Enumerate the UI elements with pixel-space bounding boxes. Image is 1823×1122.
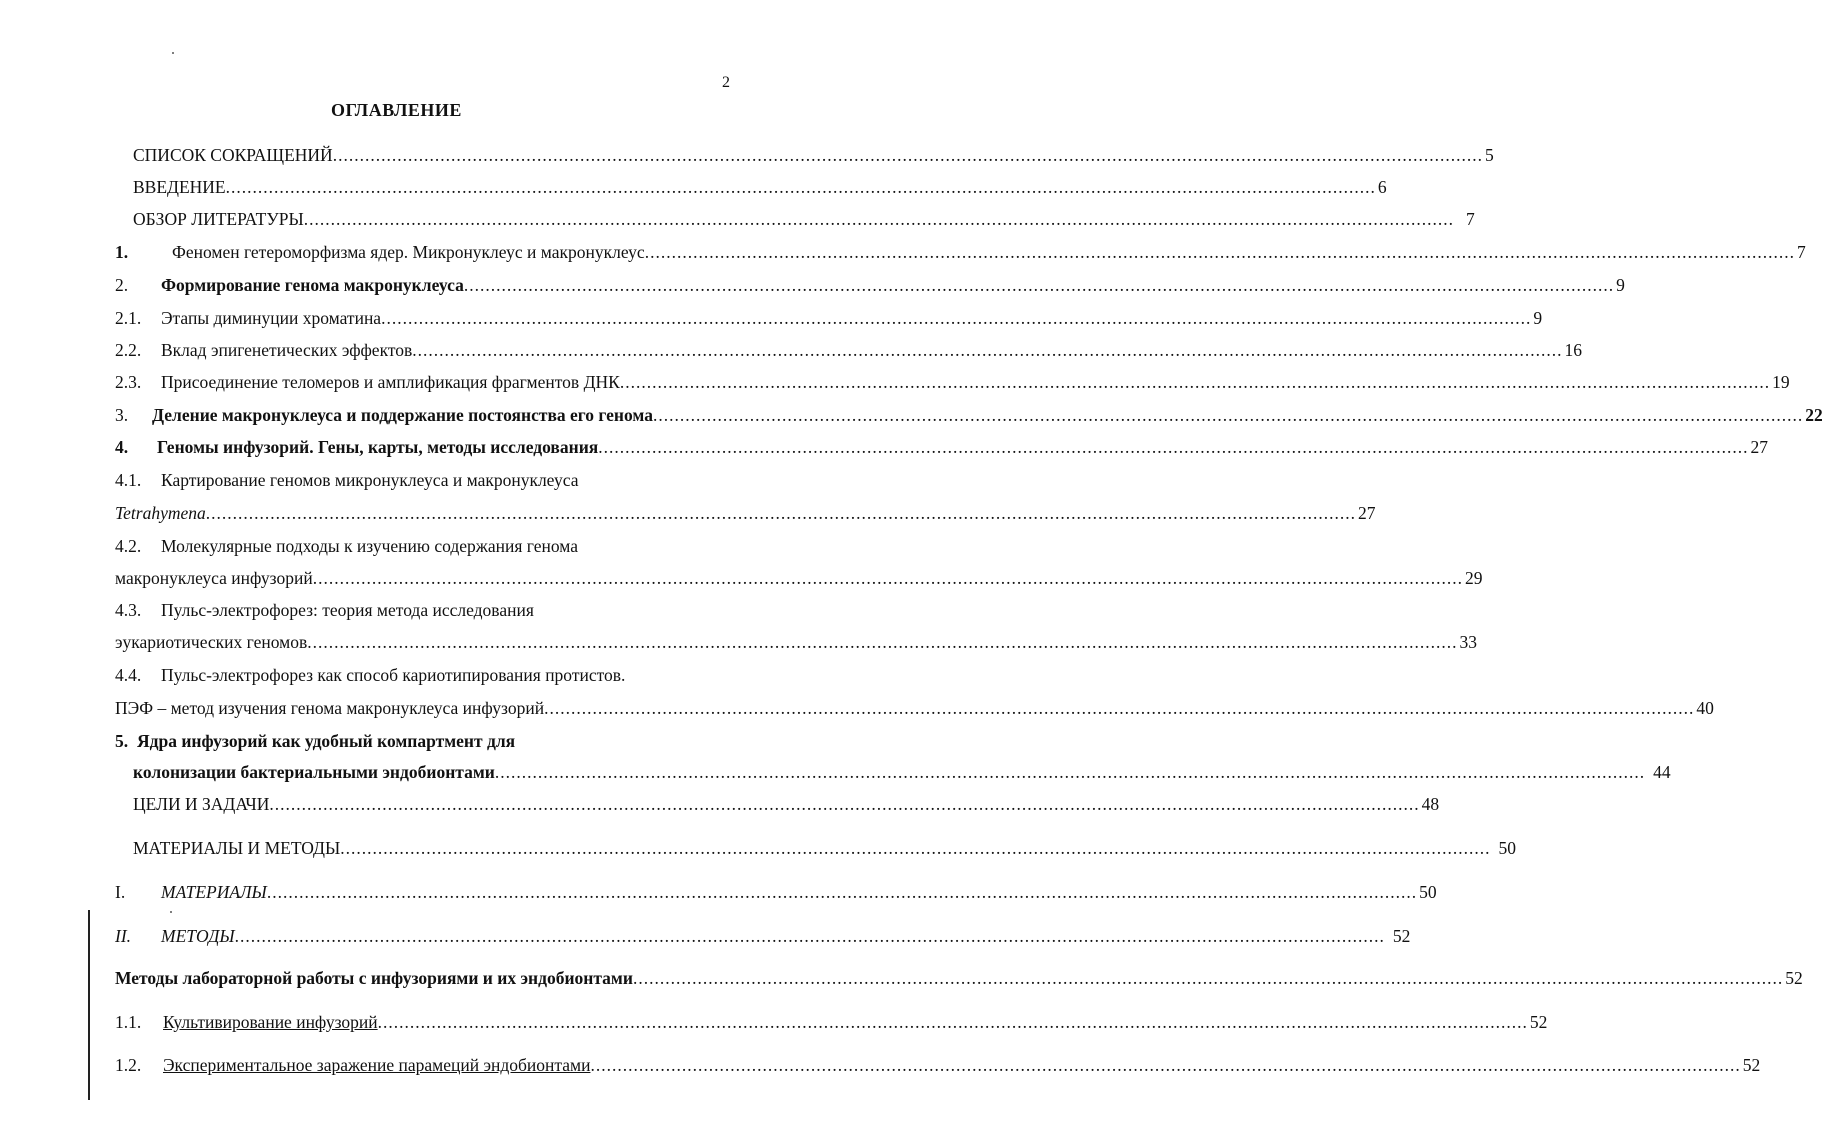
toc-entry-leader (464, 274, 1614, 296)
toc-entry (115, 502, 1376, 524)
scan-margin-line (88, 910, 90, 1100)
toc-entry-text: колонизации бактериальными эндобионтами (133, 762, 495, 782)
toc-entry-number: 4.2. (115, 536, 142, 556)
toc-entry (115, 1011, 1548, 1033)
toc-entry-leader (313, 567, 1463, 589)
page-number: 2 (722, 74, 730, 91)
toc-entry-text: Присоединение теломеров и амплификация фрагментов ДНК (161, 372, 620, 392)
toc-entry-leader (235, 925, 1385, 947)
toc-entry-leader (340, 837, 1490, 859)
toc-entry-leader (381, 307, 1531, 329)
toc-entry-page: 9 (1616, 275, 1625, 295)
toc-entry-number: 1.2. (115, 1055, 142, 1075)
toc-entry-text: МАТЕРИАЛЫ И МЕТОДЫ (133, 838, 341, 858)
toc-entry-leader (653, 404, 1803, 426)
toc-entry-number: 2.3. (115, 372, 142, 392)
toc-entry-page: 7 (1796, 242, 1806, 262)
toc-entry-number: 5. (115, 731, 129, 751)
toc-entry-text: Вклад эпигенетических эффектов (161, 340, 413, 360)
toc-entry (133, 761, 1671, 783)
toc-entry (115, 404, 1823, 426)
toc-entry-leader (590, 1054, 1740, 1076)
toc-entry-text: Формирование генома макронуклеуса (161, 275, 464, 295)
toc-entry-page: 6 (1377, 177, 1387, 197)
toc-entry-page: 52 (1392, 926, 1411, 946)
toc-entry-page: 52 (1785, 968, 1803, 988)
toc-entry-number: 2.1. (115, 308, 142, 328)
toc-entry-leader (226, 176, 1376, 198)
toc-entry-text: Феномен гетероморфизма ядер. Микронуклеус и макронуклеус (172, 242, 645, 262)
toc-entry-number: 4.4. (115, 665, 142, 685)
toc-entry-text: ВВЕДЕНИЕ (133, 177, 226, 197)
toc-entry-page: 7 (1466, 209, 1475, 229)
toc-entry-leader (333, 144, 1483, 166)
toc-entry-text: Этапы диминуции хроматина (161, 308, 382, 328)
toc-entry-number: 2.2. (115, 340, 142, 360)
toc-entry-number: 4.1. (115, 470, 142, 490)
toc-entry (115, 339, 1583, 361)
toc-entry-leader (633, 967, 1783, 989)
toc-entry (115, 697, 1714, 719)
toc-entry-leader (495, 761, 1645, 783)
toc-entry-leader (378, 1011, 1528, 1033)
toc-entry (115, 371, 1790, 393)
toc-entry-text: ОБЗОР ЛИТЕРАТУРЫ (133, 209, 304, 229)
toc-entry-leader (598, 436, 1748, 458)
toc-entry-text: Деление макронуклеуса и поддержание постоянства его генома (152, 405, 653, 425)
toc-entry-text: МЕТОДЫ (161, 926, 235, 946)
toc-entry-leader (267, 881, 1417, 903)
toc-entry (115, 469, 717, 491)
toc-entry-number: 1. (115, 242, 129, 262)
toc-entry-page: 50 (1498, 838, 1516, 858)
toc-entry (115, 274, 1625, 296)
toc-entry-number: II. (115, 926, 132, 946)
toc-entry-page: 50 (1419, 882, 1437, 902)
toc-entry (115, 925, 1411, 947)
toc-entry-page: 22 (1805, 405, 1823, 425)
toc-entry-number: 3. (115, 405, 129, 425)
toc-entry (115, 436, 1769, 458)
toc-entry-text: Экспериментальное заражение парамеций эндобионтами (163, 1055, 591, 1075)
toc-entry-number: 2. (115, 275, 129, 295)
scan-speck (170, 911, 172, 913)
toc-entry-page: 48 (1421, 794, 1440, 814)
toc-entry-text: Методы лабораторной работы с инфузориями и их эндобионтами (115, 968, 633, 988)
toc-entry-leader (620, 371, 1770, 393)
toc-entry-number: 1.1. (115, 1012, 142, 1032)
toc-entry-text: Tetrahymena (115, 503, 206, 523)
toc-entry-page: 44 (1653, 762, 1671, 782)
toc-entry-text: макронуклеуса инфузорий (115, 568, 313, 588)
toc-entry-number: 4.3. (115, 600, 142, 620)
toc-entry-text: Ядра инфузорий как удобный компартмент для (137, 731, 516, 751)
toc-title: ОГЛАВЛЕНИЕ (331, 100, 462, 120)
toc-entry-text: Культивирование инфузорий (163, 1012, 378, 1032)
toc-entry (115, 967, 1803, 989)
toc-entry (115, 730, 717, 752)
toc-entry-page: 40 (1696, 698, 1714, 718)
toc-entry (133, 208, 1475, 230)
toc-entry-page: 5 (1484, 145, 1494, 165)
scan-speck (172, 52, 174, 54)
toc-entry (115, 1054, 1761, 1076)
toc-entry (115, 881, 1437, 903)
toc-entry-text: Молекулярные подходы к изучению содержания генома (161, 536, 579, 556)
toc-entry-leader (544, 697, 1694, 719)
toc-entry-text: МАТЕРИАЛЫ (161, 882, 267, 902)
toc-entry-text: Пульс-электрофорез: теория метода исследования (161, 600, 534, 620)
toc-entry (115, 307, 1543, 329)
toc-entry (115, 631, 1478, 653)
toc-entry (115, 535, 717, 557)
toc-entry-page: 52 (1529, 1012, 1548, 1032)
toc-entry-leader (304, 208, 1454, 230)
toc-entry-text: Картирование геномов микронуклеуса и макронуклеуса (161, 470, 579, 490)
toc-entry-page: 29 (1464, 568, 1483, 588)
toc-entry-text: эукариотических геномов (115, 632, 308, 652)
toc-entry-number: 4. (115, 437, 129, 457)
toc-entry-text: ЦЕЛИ И ЗАДАЧИ (133, 794, 270, 814)
toc-entry-page: 19 (1772, 372, 1790, 392)
toc-entry-page: 33 (1459, 632, 1478, 652)
toc-entry (115, 664, 717, 686)
toc-entry-page: 27 (1358, 503, 1376, 523)
toc-entry-leader (269, 793, 1419, 815)
toc-entry (133, 144, 1494, 166)
toc-entry (115, 567, 1483, 589)
toc-entry-leader (412, 339, 1562, 361)
toc-entry-text: Геномы инфузорий. Гены, карты, методы исследования (157, 437, 599, 457)
toc-entry (133, 793, 1440, 815)
toc-entry-page: 52 (1742, 1055, 1761, 1075)
toc-entry-page: 16 (1564, 340, 1583, 360)
toc-entry-leader (206, 502, 1356, 524)
toc-entry (115, 599, 717, 621)
toc-entry-text: ПЭФ – метод изучения генома макронуклеуса инфузорий (115, 698, 545, 718)
toc-entry (133, 176, 1387, 198)
toc-entry-page: 27 (1750, 437, 1769, 457)
toc-entry-page: 9 (1533, 308, 1543, 328)
toc-entry-number: I. (115, 882, 126, 902)
toc-entry-text: Пульс-электрофорез как способ кариотипирования протистов. (161, 665, 626, 685)
toc-entry-leader (307, 631, 1457, 653)
toc-entry-leader (645, 241, 1795, 263)
toc-entry (115, 241, 1806, 263)
toc-entry-text: СПИСОК СОКРАЩЕНИЙ (133, 145, 333, 165)
toc-entry (133, 837, 1516, 859)
